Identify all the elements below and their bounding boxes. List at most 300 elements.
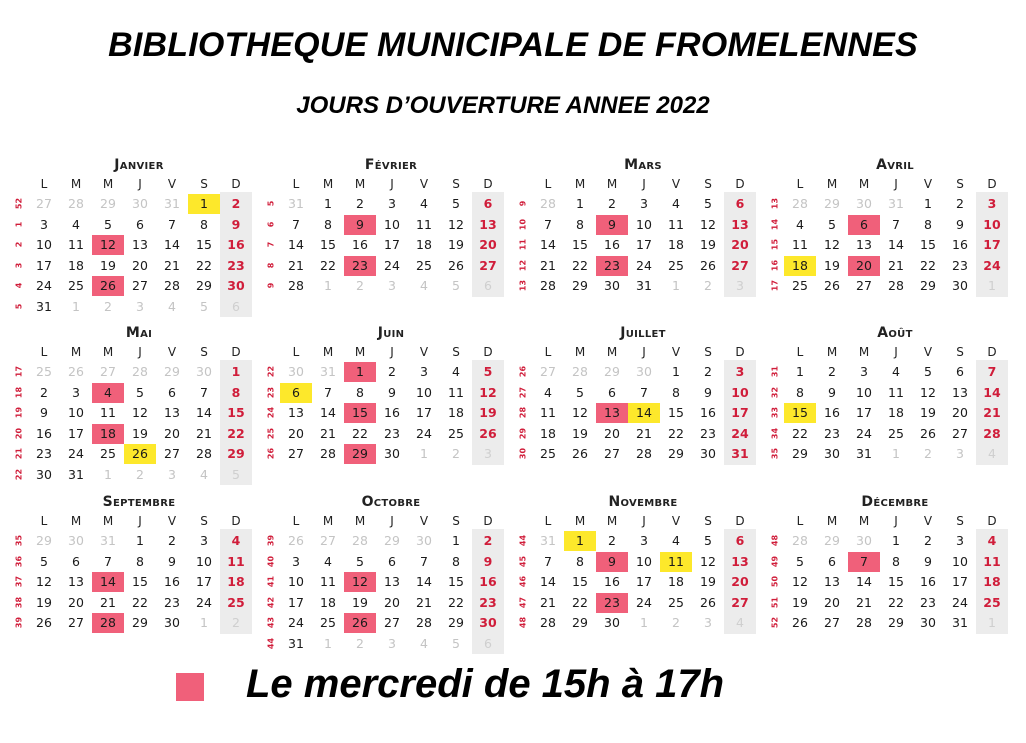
- calendar-day[interactable]: 20: [384, 594, 400, 610]
- calendar-day[interactable]: 8: [924, 216, 932, 232]
- calendar-day[interactable]: 2: [828, 364, 836, 379]
- calendar-day[interactable]: 26: [448, 257, 464, 273]
- calendar-day[interactable]: 15: [196, 237, 212, 252]
- calendar-day[interactable]: 31: [731, 446, 749, 461]
- calendar-day[interactable]: 20: [731, 237, 749, 252]
- calendar-day[interactable]: 18: [784, 256, 816, 276]
- calendar-day[interactable]: 13: [731, 553, 749, 569]
- calendar-day[interactable]: 23: [596, 256, 628, 276]
- calendar-day[interactable]: 12: [344, 572, 376, 592]
- calendar-day[interactable]: 17: [636, 574, 652, 589]
- calendar-day[interactable]: 5: [136, 384, 144, 400]
- calendar-day[interactable]: 23: [920, 594, 936, 610]
- calendar-day[interactable]: 16: [164, 574, 180, 589]
- calendar-day[interactable]: 5: [704, 533, 712, 548]
- calendar-day[interactable]: 11: [888, 384, 904, 400]
- calendar-day[interactable]: 7: [420, 553, 428, 569]
- calendar-day[interactable]: 25: [320, 615, 336, 630]
- calendar-day[interactable]: 18: [668, 237, 684, 252]
- calendar-day[interactable]: 7: [292, 216, 300, 232]
- calendar-day[interactable]: 4: [672, 533, 680, 548]
- calendar-day[interactable]: 16: [920, 574, 936, 589]
- calendar-day[interactable]: 27: [604, 446, 620, 461]
- calendar-day[interactable]: 24: [731, 425, 749, 441]
- calendar-day[interactable]: 28: [983, 425, 1001, 441]
- calendar-day[interactable]: 7: [987, 364, 997, 379]
- calendar-day[interactable]: 22: [132, 594, 148, 610]
- calendar-day[interactable]: 13: [479, 216, 497, 232]
- calendar-day[interactable]: 4: [452, 364, 460, 379]
- calendar-day[interactable]: 23: [596, 593, 628, 613]
- calendar-day[interactable]: 1: [924, 196, 932, 211]
- calendar-day[interactable]: 13: [288, 405, 304, 420]
- calendar-day[interactable]: 22: [320, 257, 336, 273]
- calendar-day[interactable]: 22: [572, 594, 588, 610]
- calendar-day[interactable]: 1: [188, 194, 220, 214]
- calendar-day[interactable]: 29: [572, 278, 588, 293]
- calendar-day[interactable]: 24: [416, 425, 432, 441]
- calendar-day[interactable]: 16: [700, 405, 716, 420]
- calendar-day[interactable]: 7: [848, 552, 880, 572]
- calendar-day[interactable]: 17: [68, 425, 84, 441]
- calendar-day[interactable]: 14: [888, 237, 904, 252]
- calendar-day[interactable]: 21: [288, 257, 304, 273]
- calendar-day[interactable]: 8: [576, 553, 584, 569]
- calendar-day[interactable]: 3: [640, 533, 648, 548]
- calendar-day[interactable]: 30: [164, 615, 180, 630]
- calendar-day[interactable]: 9: [828, 384, 836, 400]
- calendar-day[interactable]: 23: [700, 425, 716, 441]
- calendar-day[interactable]: 11: [660, 552, 692, 572]
- calendar-day[interactable]: 11: [320, 574, 336, 589]
- calendar-day[interactable]: 28: [164, 278, 180, 293]
- calendar-day[interactable]: 22: [196, 257, 212, 273]
- calendar-day[interactable]: 18: [888, 405, 904, 420]
- calendar-day[interactable]: 4: [987, 533, 997, 548]
- calendar-day[interactable]: 14: [540, 237, 556, 252]
- calendar-day[interactable]: 26: [92, 276, 124, 296]
- calendar-day[interactable]: 1: [892, 533, 900, 548]
- calendar-day[interactable]: 30: [479, 615, 497, 630]
- calendar-day[interactable]: 1: [344, 362, 376, 382]
- calendar-day[interactable]: 30: [920, 615, 936, 630]
- calendar-day[interactable]: 10: [636, 553, 652, 569]
- calendar-day[interactable]: 6: [136, 216, 144, 232]
- calendar-day[interactable]: 16: [952, 237, 968, 252]
- calendar-day[interactable]: 16: [384, 405, 400, 420]
- calendar-day[interactable]: 2: [388, 364, 396, 379]
- calendar-day[interactable]: 22: [888, 594, 904, 610]
- calendar-day[interactable]: 10: [68, 405, 84, 420]
- calendar-day[interactable]: 21: [983, 405, 1001, 420]
- calendar-day[interactable]: 17: [196, 574, 212, 589]
- calendar-day[interactable]: 5: [924, 364, 932, 379]
- calendar-day[interactable]: 27: [68, 615, 84, 630]
- calendar-day[interactable]: 6: [956, 364, 964, 379]
- calendar-day[interactable]: 19: [36, 594, 52, 610]
- calendar-day[interactable]: 29: [920, 278, 936, 293]
- calendar-day[interactable]: 14: [164, 237, 180, 252]
- calendar-day[interactable]: 1: [324, 196, 332, 211]
- calendar-day[interactable]: 14: [320, 405, 336, 420]
- calendar-day[interactable]: 6: [72, 553, 80, 569]
- calendar-day[interactable]: 26: [824, 278, 840, 293]
- calendar-day[interactable]: 4: [324, 553, 332, 569]
- calendar-day[interactable]: 12: [700, 216, 716, 232]
- calendar-day[interactable]: 22: [668, 425, 684, 441]
- calendar-day[interactable]: 30: [824, 446, 840, 461]
- calendar-day[interactable]: 13: [132, 237, 148, 252]
- calendar-day[interactable]: 1: [564, 531, 596, 551]
- calendar-day[interactable]: 8: [356, 384, 364, 400]
- calendar-day[interactable]: 25: [448, 425, 464, 441]
- calendar-day[interactable]: 31: [952, 615, 968, 630]
- calendar-day[interactable]: 19: [352, 594, 368, 610]
- calendar-day[interactable]: 30: [952, 278, 968, 293]
- calendar-day[interactable]: 4: [892, 364, 900, 379]
- calendar-day[interactable]: 8: [796, 384, 804, 400]
- calendar-day[interactable]: 3: [735, 364, 745, 379]
- calendar-day[interactable]: 25: [227, 594, 245, 610]
- calendar-day[interactable]: 24: [856, 425, 872, 441]
- calendar-day[interactable]: 6: [735, 196, 745, 211]
- calendar-day[interactable]: 15: [227, 405, 245, 420]
- calendar-day[interactable]: 18: [448, 405, 464, 420]
- calendar-day[interactable]: 25: [416, 257, 432, 273]
- calendar-day[interactable]: 1: [452, 533, 460, 548]
- calendar-day[interactable]: 8: [672, 384, 680, 400]
- calendar-day[interactable]: 18: [668, 574, 684, 589]
- calendar-day[interactable]: 3: [40, 216, 48, 232]
- calendar-day[interactable]: 4: [92, 383, 124, 403]
- calendar-day[interactable]: 13: [731, 216, 749, 232]
- calendar-day[interactable]: 11: [416, 216, 432, 232]
- calendar-day[interactable]: 29: [196, 278, 212, 293]
- calendar-day[interactable]: 22: [920, 257, 936, 273]
- calendar-day[interactable]: 24: [196, 594, 212, 610]
- calendar-day[interactable]: 3: [956, 533, 964, 548]
- calendar-day[interactable]: 17: [636, 237, 652, 252]
- calendar-day[interactable]: 21: [540, 257, 556, 273]
- calendar-day[interactable]: 8: [452, 553, 460, 569]
- calendar-day[interactable]: 23: [227, 257, 245, 273]
- calendar-day[interactable]: 12: [448, 216, 464, 232]
- calendar-day[interactable]: 6: [388, 553, 396, 569]
- calendar-day[interactable]: 27: [132, 278, 148, 293]
- calendar-day[interactable]: 19: [572, 425, 588, 441]
- calendar-day[interactable]: 18: [227, 574, 245, 589]
- calendar-day[interactable]: 8: [892, 553, 900, 569]
- calendar-day[interactable]: 31: [36, 298, 52, 314]
- calendar-day[interactable]: 10: [856, 384, 872, 400]
- calendar-day[interactable]: 22: [572, 257, 588, 273]
- calendar-day[interactable]: 13: [68, 574, 84, 589]
- calendar-day[interactable]: 11: [227, 553, 245, 569]
- calendar-day[interactable]: 8: [136, 553, 144, 569]
- calendar-day[interactable]: 25: [792, 278, 808, 293]
- calendar-day[interactable]: 12: [824, 237, 840, 252]
- calendar-day[interactable]: 17: [952, 574, 968, 589]
- calendar-day[interactable]: 5: [576, 384, 584, 400]
- calendar-day[interactable]: 10: [36, 237, 52, 252]
- calendar-day[interactable]: 22: [352, 425, 368, 441]
- calendar-day[interactable]: 2: [608, 533, 616, 548]
- calendar-day[interactable]: 13: [824, 574, 840, 589]
- calendar-day[interactable]: 7: [544, 553, 552, 569]
- calendar-day[interactable]: 13: [856, 237, 872, 252]
- calendar-day[interactable]: 9: [231, 216, 241, 232]
- calendar-day[interactable]: 26: [124, 444, 156, 464]
- calendar-day[interactable]: 14: [628, 403, 660, 423]
- calendar-day[interactable]: 14: [92, 572, 124, 592]
- calendar-day[interactable]: 1: [136, 533, 144, 548]
- calendar-day[interactable]: 19: [700, 237, 716, 252]
- calendar-day[interactable]: 18: [540, 425, 556, 441]
- calendar-day[interactable]: 29: [888, 615, 904, 630]
- calendar-day[interactable]: 17: [384, 237, 400, 252]
- calendar-day[interactable]: 5: [40, 553, 48, 569]
- calendar-day[interactable]: 18: [92, 424, 124, 444]
- calendar-day[interactable]: 23: [36, 446, 52, 461]
- calendar-day[interactable]: 23: [164, 594, 180, 610]
- calendar-day[interactable]: 27: [731, 257, 749, 273]
- calendar-day[interactable]: 24: [983, 257, 1001, 273]
- calendar-day[interactable]: 31: [68, 466, 84, 482]
- calendar-day[interactable]: 26: [479, 425, 497, 441]
- calendar-day[interactable]: 26: [700, 257, 716, 273]
- calendar-day[interactable]: 17: [731, 405, 749, 420]
- calendar-day[interactable]: 9: [596, 215, 628, 235]
- calendar-day[interactable]: 30: [700, 446, 716, 461]
- calendar-day[interactable]: 15: [572, 574, 588, 589]
- calendar-day[interactable]: 20: [604, 425, 620, 441]
- calendar-day[interactable]: 15: [888, 574, 904, 589]
- calendar-day[interactable]: 13: [952, 384, 968, 400]
- calendar-day[interactable]: 25: [888, 425, 904, 441]
- calendar-day[interactable]: 27: [856, 278, 872, 293]
- calendar-day[interactable]: 14: [196, 405, 212, 420]
- calendar-day[interactable]: 14: [288, 237, 304, 252]
- calendar-day[interactable]: 18: [68, 257, 84, 273]
- calendar-day[interactable]: 27: [479, 257, 497, 273]
- calendar-day[interactable]: 7: [324, 384, 332, 400]
- calendar-day[interactable]: 5: [452, 196, 460, 211]
- calendar-day[interactable]: 9: [924, 553, 932, 569]
- calendar-day[interactable]: 10: [416, 384, 432, 400]
- calendar-day[interactable]: 16: [479, 574, 497, 589]
- calendar-day[interactable]: 29: [344, 444, 376, 464]
- calendar-day[interactable]: 9: [956, 216, 964, 232]
- calendar-day[interactable]: 24: [36, 278, 52, 293]
- calendar-day[interactable]: 10: [636, 216, 652, 232]
- calendar-day[interactable]: 4: [796, 216, 804, 232]
- calendar-day[interactable]: 25: [68, 278, 84, 293]
- calendar-day[interactable]: 19: [100, 257, 116, 273]
- calendar-day[interactable]: 20: [479, 237, 497, 252]
- calendar-day[interactable]: 6: [483, 196, 493, 211]
- calendar-day[interactable]: 21: [100, 594, 116, 610]
- calendar-day[interactable]: 6: [608, 384, 616, 400]
- calendar-day[interactable]: 12: [36, 574, 52, 589]
- calendar-day[interactable]: 16: [604, 237, 620, 252]
- calendar-day[interactable]: 9: [344, 215, 376, 235]
- calendar-day[interactable]: 6: [168, 384, 176, 400]
- calendar-day[interactable]: 6: [735, 533, 745, 548]
- calendar-day[interactable]: 10: [952, 553, 968, 569]
- calendar-day[interactable]: 17: [416, 405, 432, 420]
- calendar-day[interactable]: 30: [384, 446, 400, 461]
- calendar-day[interactable]: 15: [320, 237, 336, 252]
- calendar-day[interactable]: 5: [483, 364, 493, 379]
- calendar-day[interactable]: 4: [231, 533, 241, 548]
- calendar-day[interactable]: 20: [848, 256, 880, 276]
- calendar-day[interactable]: 10: [196, 553, 212, 569]
- calendar-day[interactable]: 7: [544, 216, 552, 232]
- calendar-day[interactable]: 3: [860, 364, 868, 379]
- calendar-day[interactable]: 16: [227, 237, 245, 252]
- calendar-day[interactable]: 27: [164, 446, 180, 461]
- calendar-day[interactable]: 11: [983, 553, 1001, 569]
- calendar-day[interactable]: 24: [636, 594, 652, 610]
- calendar-day[interactable]: 2: [168, 533, 176, 548]
- calendar-day[interactable]: 30: [604, 278, 620, 293]
- calendar-day[interactable]: 11: [100, 405, 116, 420]
- calendar-day[interactable]: 1: [231, 364, 241, 379]
- calendar-day[interactable]: 7: [200, 384, 208, 400]
- calendar-day[interactable]: 17: [36, 257, 52, 273]
- calendar-day[interactable]: 14: [416, 574, 432, 589]
- calendar-day[interactable]: 29: [792, 446, 808, 461]
- calendar-day[interactable]: 20: [952, 405, 968, 420]
- calendar-day[interactable]: 30: [227, 278, 245, 293]
- calendar-day[interactable]: 20: [68, 594, 84, 610]
- calendar-day[interactable]: 25: [668, 257, 684, 273]
- calendar-day[interactable]: 29: [132, 615, 148, 630]
- calendar-day[interactable]: 11: [448, 384, 464, 400]
- calendar-day[interactable]: 28: [320, 446, 336, 461]
- calendar-day[interactable]: 12: [132, 405, 148, 420]
- calendar-day[interactable]: 26: [36, 615, 52, 630]
- calendar-day[interactable]: 31: [636, 278, 652, 293]
- calendar-day[interactable]: 5: [828, 216, 836, 232]
- calendar-day[interactable]: 23: [952, 257, 968, 273]
- calendar-day[interactable]: 9: [388, 384, 396, 400]
- calendar-day[interactable]: 28: [416, 615, 432, 630]
- calendar-day[interactable]: 8: [200, 216, 208, 232]
- calendar-day[interactable]: 26: [572, 446, 588, 461]
- calendar-day[interactable]: 25: [668, 594, 684, 610]
- calendar-day[interactable]: 27: [288, 446, 304, 461]
- calendar-day[interactable]: 2: [231, 196, 241, 211]
- calendar-day[interactable]: 16: [352, 237, 368, 252]
- calendar-day[interactable]: 7: [892, 216, 900, 232]
- calendar-day[interactable]: 4: [420, 196, 428, 211]
- calendar-day[interactable]: 31: [856, 446, 872, 461]
- calendar-day[interactable]: 4: [72, 216, 80, 232]
- calendar-day[interactable]: 18: [983, 574, 1001, 589]
- calendar-day[interactable]: 13: [384, 574, 400, 589]
- calendar-day[interactable]: 28: [636, 446, 652, 461]
- calendar-day[interactable]: 31: [288, 635, 304, 651]
- calendar-day[interactable]: 19: [920, 405, 936, 420]
- calendar-day[interactable]: 13: [164, 405, 180, 420]
- calendar-day[interactable]: 15: [132, 574, 148, 589]
- calendar-day[interactable]: 24: [68, 446, 84, 461]
- calendar-day[interactable]: 19: [700, 574, 716, 589]
- calendar-day[interactable]: 7: [640, 384, 648, 400]
- calendar-day[interactable]: 3: [640, 196, 648, 211]
- calendar-day[interactable]: 18: [416, 237, 432, 252]
- calendar-day[interactable]: 13: [596, 403, 628, 423]
- calendar-day[interactable]: 19: [479, 405, 497, 420]
- calendar-day[interactable]: 23: [344, 256, 376, 276]
- calendar-day[interactable]: 20: [731, 574, 749, 589]
- calendar-day[interactable]: 19: [448, 237, 464, 252]
- calendar-day[interactable]: 12: [572, 405, 588, 420]
- calendar-day[interactable]: 19: [824, 257, 840, 273]
- calendar-day[interactable]: 15: [572, 237, 588, 252]
- calendar-day[interactable]: 11: [668, 216, 684, 232]
- calendar-day[interactable]: 18: [320, 594, 336, 610]
- calendar-day[interactable]: 26: [344, 613, 376, 633]
- calendar-day[interactable]: 7: [168, 216, 176, 232]
- calendar-day[interactable]: 20: [132, 257, 148, 273]
- calendar-day[interactable]: 15: [668, 405, 684, 420]
- calendar-day[interactable]: 11: [792, 237, 808, 252]
- calendar-day[interactable]: 9: [168, 553, 176, 569]
- calendar-day[interactable]: 26: [700, 594, 716, 610]
- calendar-day[interactable]: 2: [704, 364, 712, 379]
- calendar-day[interactable]: 16: [824, 405, 840, 420]
- calendar-day[interactable]: 9: [704, 384, 712, 400]
- calendar-day[interactable]: 17: [856, 405, 872, 420]
- calendar-day[interactable]: 5: [356, 553, 364, 569]
- calendar-day[interactable]: 27: [952, 425, 968, 441]
- calendar-day[interactable]: 14: [856, 574, 872, 589]
- calendar-day[interactable]: 28: [856, 615, 872, 630]
- calendar-day[interactable]: 3: [420, 364, 428, 379]
- calendar-day[interactable]: 12: [920, 384, 936, 400]
- calendar-day[interactable]: 4: [672, 196, 680, 211]
- calendar-day[interactable]: 28: [888, 278, 904, 293]
- calendar-day[interactable]: 26: [920, 425, 936, 441]
- calendar-day[interactable]: 21: [320, 425, 336, 441]
- calendar-day[interactable]: 12: [792, 574, 808, 589]
- calendar-day[interactable]: 1: [576, 196, 584, 211]
- calendar-day[interactable]: 1: [796, 364, 804, 379]
- calendar-day[interactable]: 3: [200, 533, 208, 548]
- calendar-day[interactable]: 11: [540, 405, 556, 420]
- calendar-day[interactable]: 2: [483, 533, 493, 548]
- calendar-day[interactable]: 28: [288, 278, 304, 293]
- calendar-day[interactable]: 3: [292, 553, 300, 569]
- calendar-day[interactable]: 29: [227, 446, 245, 461]
- calendar-day[interactable]: 2: [356, 196, 364, 211]
- calendar-day[interactable]: 8: [576, 216, 584, 232]
- calendar-day[interactable]: 29: [668, 446, 684, 461]
- calendar-day[interactable]: 25: [983, 594, 1001, 610]
- calendar-day[interactable]: 5: [796, 553, 804, 569]
- calendar-day[interactable]: 10: [983, 216, 1001, 232]
- calendar-day[interactable]: 12: [479, 384, 497, 400]
- calendar-day[interactable]: 20: [824, 594, 840, 610]
- calendar-day[interactable]: 3: [388, 196, 396, 211]
- calendar-day[interactable]: 15: [448, 574, 464, 589]
- calendar-day[interactable]: 16: [604, 574, 620, 589]
- calendar-day[interactable]: 5: [104, 216, 112, 232]
- calendar-day[interactable]: 9: [596, 552, 628, 572]
- calendar-day[interactable]: 6: [848, 215, 880, 235]
